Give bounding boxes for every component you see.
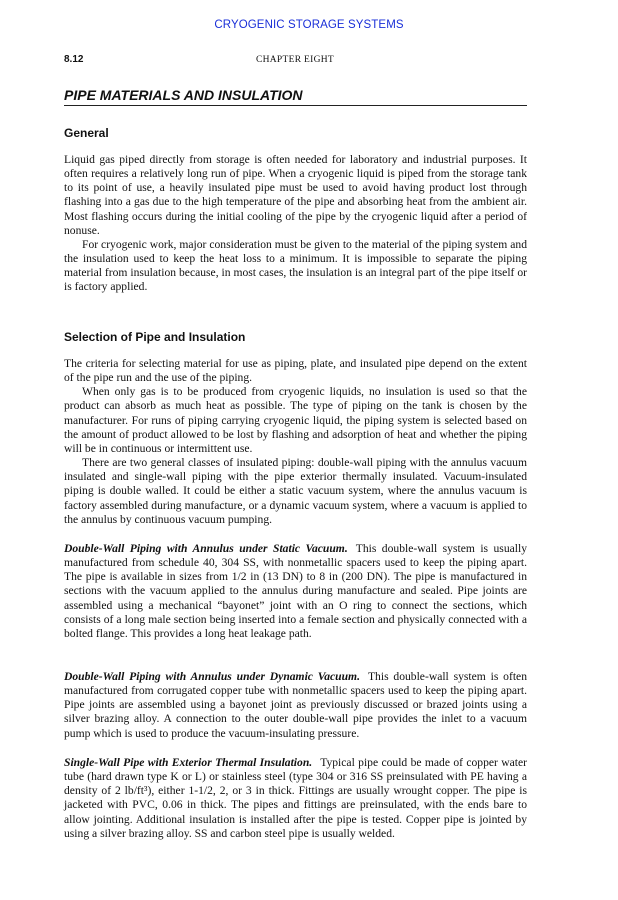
runin-heading: Single-Wall Pipe with Exterior Thermal Insulation. — [64, 756, 313, 769]
runin-heading: Double-Wall Piping with Annulus under Static Vacuum. — [64, 542, 348, 555]
single-wall-paragraph — [64, 756, 527, 841]
runin-heading: Double-Wall Piping with Annulus under Dynamic Vacuum. — [64, 670, 360, 683]
paragraph-text: This double-wall system is often manufactured from corrugated copper tube with nonmetallic spacers used to keep the piping apart. Pipe joints are assembled using a bayonet joint as previously discussed or brazed joints using a silver brazing alloy. A connection to the outer double-wall pipe provides the inlet to a vacuum pump which is used to produce the vacuum-insulating pressure. — [64, 670, 527, 740]
selection-heading: Selection of Pipe and Insulation — [64, 330, 246, 344]
general-body — [64, 153, 527, 295]
paragraph — [64, 670, 527, 741]
paragraph — [64, 542, 527, 641]
paragraph: When only gas is to be produced from cryogenic liquids, no insulation is used so that the product can absorb as much heat as possible. The type of piping on the tank is chosen by the manufacturer. For runs of piping carrying cryogenic liquid, the piping system is selected based on the amount of product allowed to be lost by flashing and adsorption of heat and whether the piping will be in continuous or intermittent use. — [64, 385, 527, 455]
static-vacuum-paragraph — [64, 542, 527, 641]
section-title: PIPE MATERIALS AND INSULATION — [64, 87, 527, 106]
general-heading: General — [64, 126, 109, 140]
paragraph-text: This double-wall system is usually manufactured from schedule 40, 304 SS, with nonmetallic spacers used to keep the piping apart. The pipe is available in sizes from 1/2 in (13 DN) to 8 in (200 DN). The pipe is manufactured in sections with the vacuum applied to the annulus during manufacture and sealed. Pipe joints are assembled using a mechanical “bayonet” joint with an O ring to connect the sections, which consists of a long male section being inserted into a female section and physically connected with a bolted flange. This provides a long heat leakage path. — [64, 542, 528, 640]
paragraph: There are two general classes of insulated piping: double-wall piping with the annulus vacuum insulated and single-wall piping with the pipe exterior thermally insulated. Vacuum-insulated piping is double walled. It could be either a static vacuum system, where the annulus vacuum is factory assembled during manufacture, or a dynamic vacuum system, where a vacuum is applied to the annulus by continuous vacuum pumping. — [64, 456, 527, 526]
chapter-label: CHAPTER EIGHT — [255, 55, 335, 65]
page-number: 8.12 — [64, 54, 84, 65]
paragraph-text: Typical pipe could be made of copper water tube (hard drawn type K or L) or stainless steel (type 304 or 316 SS preinsulated with PE having a density of 2 lb/ft³), either 1-1/2, 2, or 3 in thick. Fittings are usually wrought copper. The pipe is jacketed with PVC, 0.06 in thick. The pipes and fittings are preinsulated, with the ends bare to allow jointing. Additional insulation is installed after the pipe is tested. Copper pipe is jointed by using a silver brazing alloy. SS and carbon steel pipe is usually welded. — [64, 756, 528, 840]
paragraph — [64, 756, 527, 841]
paragraph: Liquid gas piped directly from storage is often needed for laboratory and industrial purposes. It often requires a relatively long run of pipe. When a cryogenic liquid is piped from the storage tank to its point of use, a heavily insulated pipe must be used to avoid having product lost through flashing into a gas due to the high temperature of the pipe and absorbing heat from the ambient air. Most flashing occurs during the initial cooling of the pipe by the cryogenic liquid after a period of nonuse. — [64, 153, 527, 237]
dynamic-vacuum-paragraph — [64, 670, 527, 741]
running-head: CRYOGENIC STORAGE SYSTEMS — [214, 19, 404, 31]
paragraph: The criteria for selecting material for use as piping, plate, and insulated pipe depend on the extent of the pipe run and the use of the piping. — [64, 357, 527, 385]
paragraph: For cryogenic work, major consideration must be given to the material of the piping system and the insulation used to keep the heat loss to a minimum. It is impossible to separate the piping material from insulation because, in most cases, the insulation is an integral part of the pipe itself or is factory applied. — [64, 237, 527, 294]
selection-body — [64, 357, 527, 527]
